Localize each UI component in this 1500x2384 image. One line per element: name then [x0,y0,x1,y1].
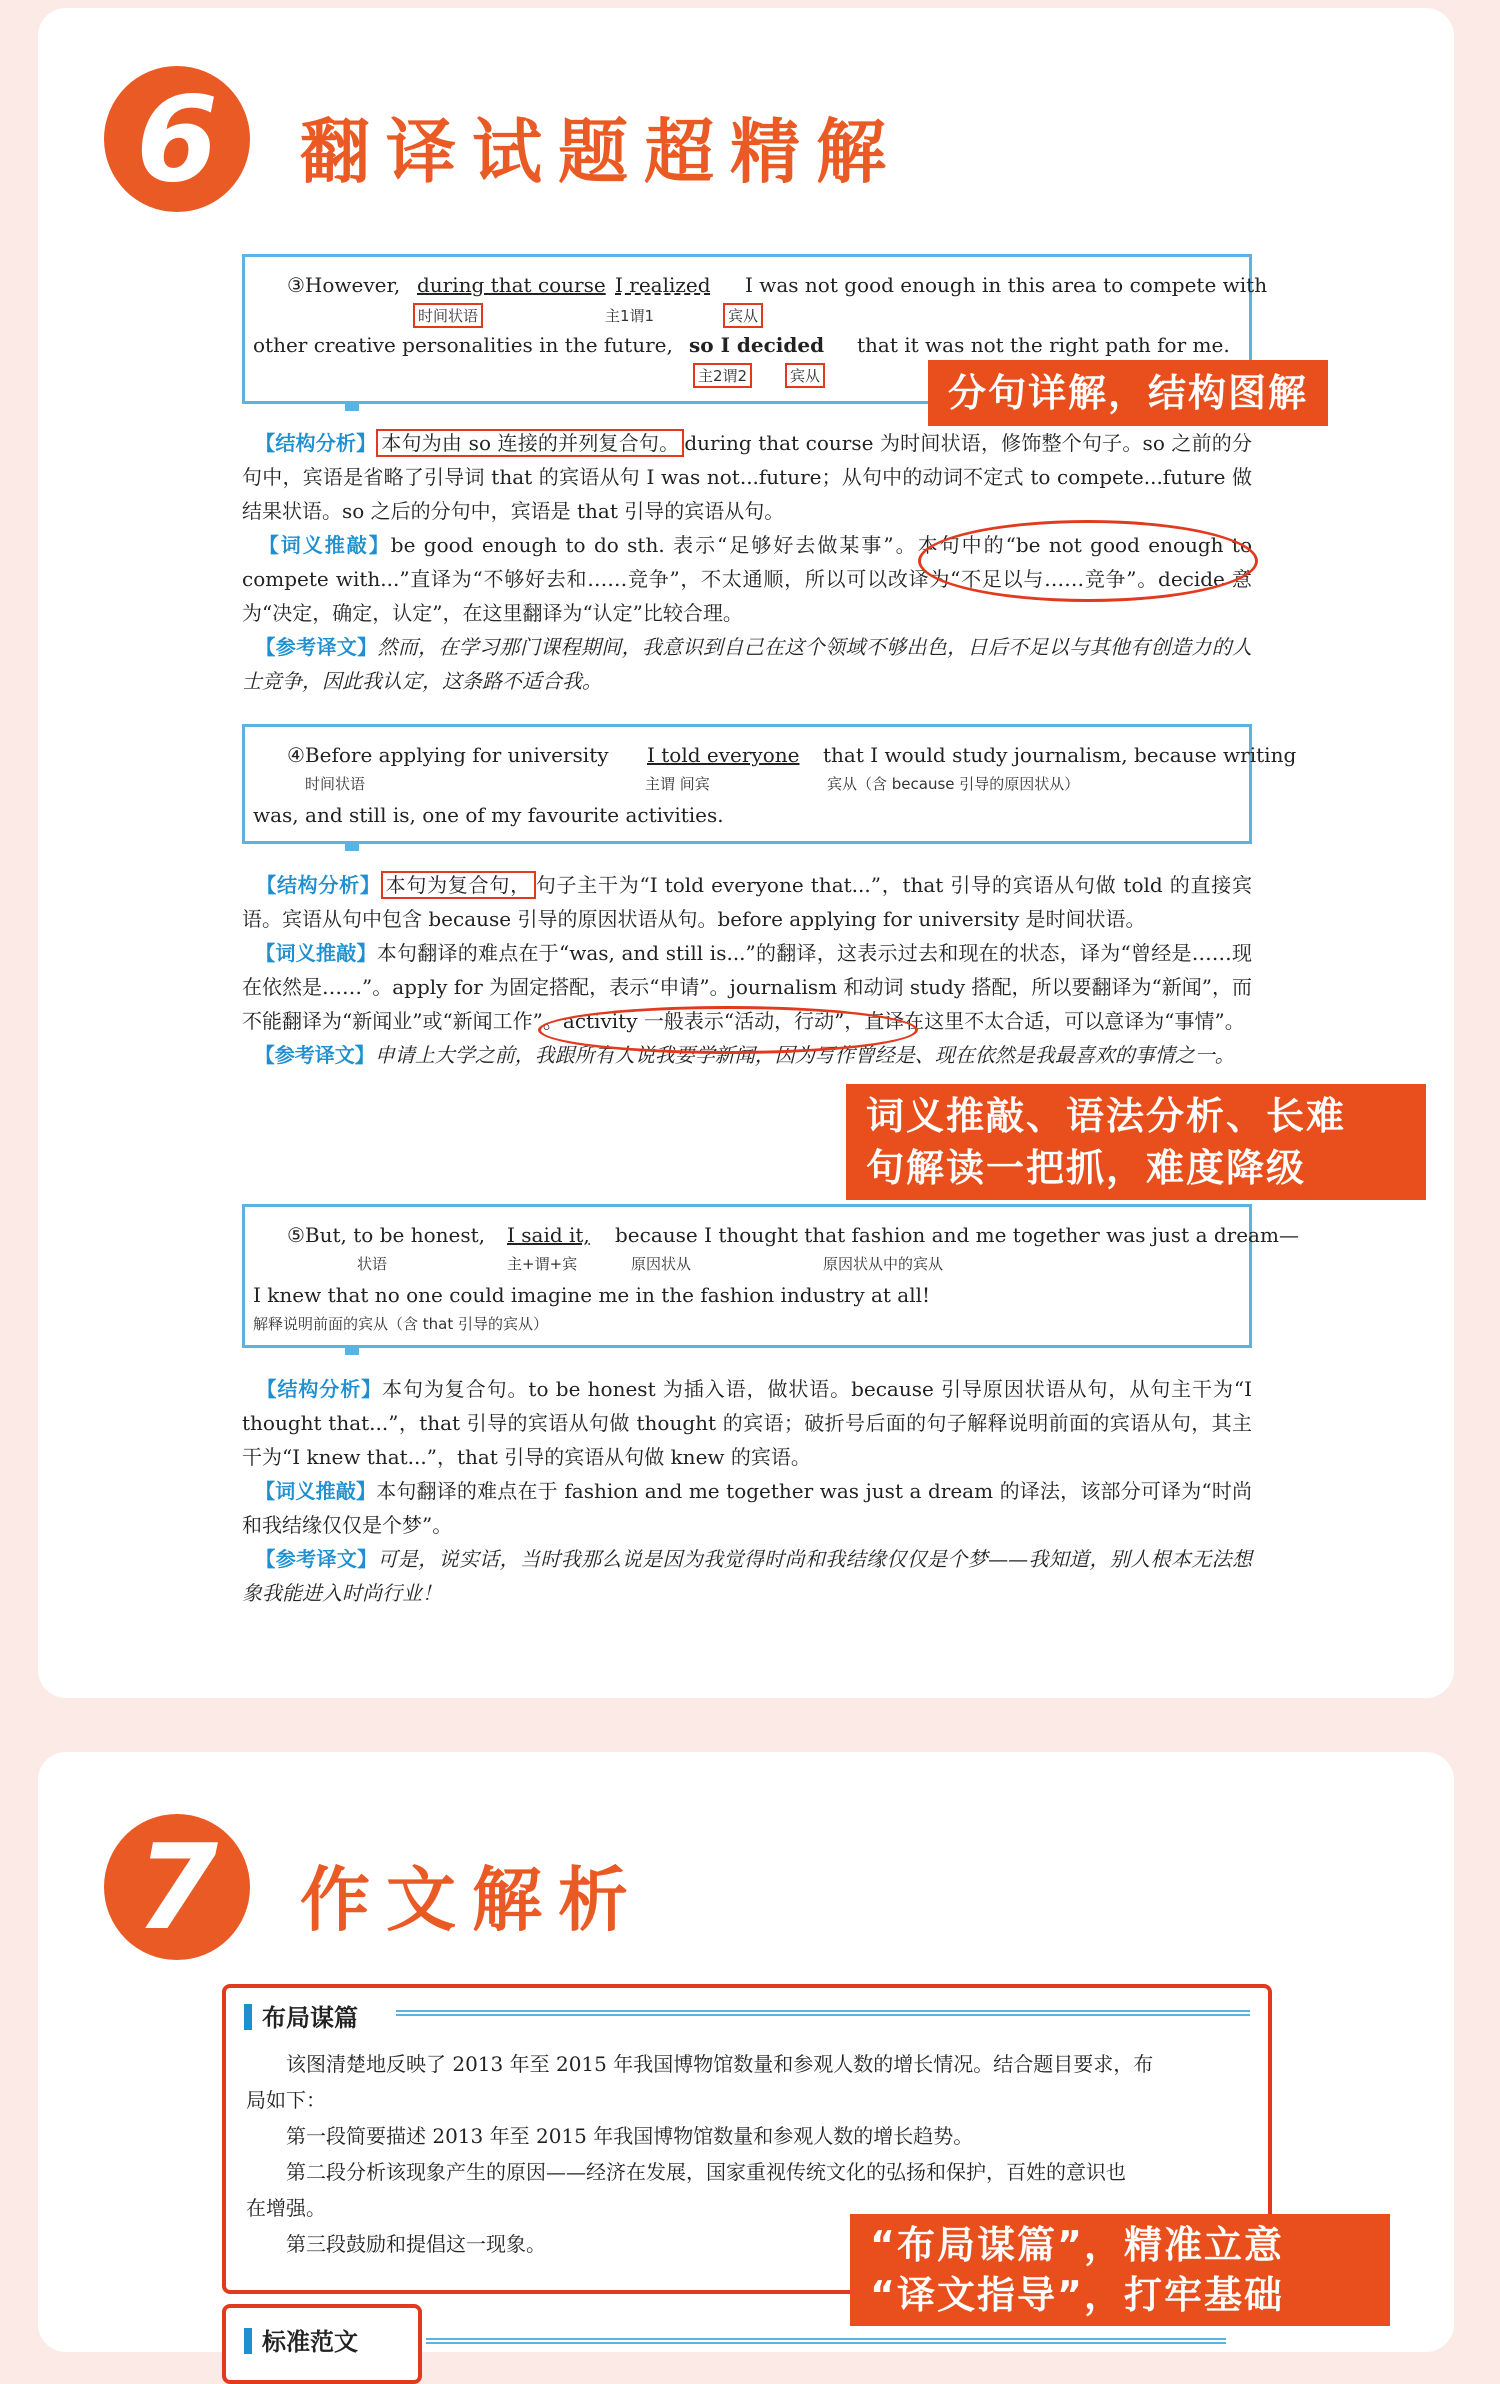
s3-ellipse-mark [918,520,1258,602]
sentence-4-box [242,724,1297,844]
callout-grammar-line2: 句解读一把抓，难度降级 [866,1146,1307,1190]
plan-line-2: 局如下： [246,2088,326,2112]
tag-wording: 【词义推敲】 [255,941,377,965]
tag-structure: 【结构分析】 [255,431,377,455]
tag-reference: 【参考译文】 [255,1547,378,1571]
callout-sentence-analysis: 分句详解，结构图解 [928,360,1328,426]
plan-line-5: 在增强。 [246,2196,326,2220]
layout-plan-title: 布局谋篇 [244,1998,358,2033]
s4-label-obj: 宾从（含 because 引导的原因状从） [827,775,1080,793]
s4-part-b: I told everyone [647,743,800,767]
s5-reference-text: 可是，说实话，当时我那么说是因为我觉得时尚和我结缘仅仅是个梦——我知道，别人根本无法想象我能进入时尚行业！ [242,1547,1253,1605]
section-6-card [38,8,1454,1698]
s5-label-reason: 原因状从 [631,1255,692,1273]
s4-structure-text: 句子主干为“I told everyone that...”，that 引导的宾语从句做 told 的直接宾语。宾语从句中包含 because 引导的原因状语从句。before applying for university 是时间状语。 [242,873,1253,931]
callout-layout-line1: “布局谋篇”，精准立意 [870,2223,1284,2267]
plan-line-6: 第三段鼓励和提倡这一现象。 [286,2232,546,2256]
section-number-badge: 6 [104,66,250,212]
tag-reference: 【参考译文】 [254,1043,375,1067]
s3-part-b: during that course [417,273,606,297]
tag-reference: 【参考译文】 [255,635,378,659]
s5-label-obj: 原因状从中的宾从 [823,1255,944,1273]
s5-wording-text: 本句翻译的难点在于 fashion and me together was just a dream 的译法，该部分可译为“时尚和我结缘仅仅是个梦”。 [242,1479,1253,1537]
s3-structure-text: during that course 为时间状语，修饰整个句子。so 之前的分句中，宾语是省略了引导词 that 的宾语从句 I was not...future；从句中的动词不定式 to compete...future 做结果状语。so 之后的分句中，宾语是 that 引导的宾语从句。 [242,431,1253,523]
title-rule [396,2010,1250,2016]
s3-reference-text: 然而，在学习那门课程期间，我意识到自己在这个领域不够出色，日后不足以与其他有创造力的人士竞争，因此我认定，这条路不适合我。 [242,635,1253,693]
section-title: 作文解析 [300,1859,644,1941]
tag-wording: 【词义推敲】 [255,1479,377,1503]
model-essay-box [222,2304,422,2384]
s5-part-a: ⑤But, to be honest, [287,1223,485,1247]
s5-label-adv: 状语 [357,1255,388,1273]
s4-highlight: 本句为复合句， [381,871,536,899]
s5-structure-text: 本句为复合句。to be honest 为插入语，做状语。because 引导原因状语从句，从句主干为“I thought that...”，that 引导的宾语从句做 thought 的宾语；破折号后面的句子解释说明前面的宾语从句，其主干为“I knew that...”，that 引导的宾语从句做 knew 的宾语。 [242,1377,1253,1469]
plan-line-3: 第一段简要描述 2013 年至 2015 年我国博物馆数量和参观人数的增长趋势。 [286,2124,974,2148]
s5-label-sv: 主+谓+宾 [507,1255,578,1273]
s4-line2: was, and still is, one of my favourite activities. [253,803,724,827]
s3-label-sv2: 主2谓2 [693,363,752,388]
s4-part-c: that I would study journalism, because writing [823,743,1297,767]
s5-analysis [242,1372,1252,1610]
s3-part-a: ③However, [287,273,401,297]
model-essay-title: 标准范文 [244,2322,358,2357]
model-essay-rule [426,2338,1226,2344]
s4-wording-text: 本句翻译的难点在于“was, and still is...”的翻译，这表示过去和现在的状态，译为“曾经是……现在依然是……”。apply for 为固定搭配，表示“申请”。journalism 和动词 study 搭配，所以要翻译为“新闻”，而不能翻译为“新闻业”或“新闻工作”。activity 一般表示“活动，行动”，直译在这里不太合适，可以意译为“事情”。 [242,941,1252,1033]
s3-line2-a: other creative personalities in the future, [253,333,673,357]
s3-part-c: I realized [615,273,711,297]
s3-part-d: I was not good enough in this area to compete with [745,273,1268,297]
s3-label-obj: 宾从 [723,303,763,328]
section-7-card [38,1752,1454,2356]
plan-line-4: 第二段分析该现象产生的原因——经济在发展，国家重视传统文化的弘扬和保护，百姓的意识也 [286,2160,1126,2184]
tag-structure: 【结构分析】 [256,873,381,897]
s4-ellipse-mark [538,1006,918,1054]
sentence-5-box [242,1204,1299,1348]
s3-wording-text: be good enough to do sth. 表示“足够好去做某事”。本句中的“be not good enough to compete with...”直译为“不够好去和……竞争”，不太通顺，所以可以改译为“不足以与……竞争”。decide 意为“决定，确定，认定”，在这里翻译为“认定”比较合理。 [242,533,1253,625]
s4-part-a: ④Before applying for university [287,743,609,767]
s3-label-time: 时间状语 [413,303,483,328]
tag-structure: 【结构分析】 [256,1377,383,1401]
s3-line2-b: so I decided [689,333,825,357]
s5-label-line2: 解释说明前面的宾从（含 that 引导的宾从） [253,1315,548,1333]
s4-label-time: 时间状语 [305,775,366,793]
callout-layout [850,2214,1390,2326]
s3-label-obj2: 宾从 [785,363,825,388]
s3-line2-c: that it was not the right path for me. [857,333,1230,357]
s3-label-sv1: 主1谓1 [605,307,655,325]
s3-highlight: 本句为由 so 连接的并列复合句。 [376,429,684,457]
callout-grammar [846,1084,1426,1200]
section-number-badge: 7 [104,1814,250,1960]
s4-reference-text: 申请上大学之前，我跟所有人说我要学新闻，因为写作曾经是、现在依然是我最喜欢的事情之一。 [374,1043,1235,1067]
callout-grammar-line1: 词义推敲、语法分析、长难 [866,1094,1347,1138]
s5-part-b: I said it, [507,1223,590,1247]
section-title: 翻译试题超精解 [300,111,902,193]
s5-part-c: because I thought that fashion and me together was just a dream— [615,1223,1299,1247]
callout-layout-line2: “译文指导”，打牢基础 [870,2273,1284,2317]
s4-label-sv: 主谓 间宾 [645,775,710,793]
plan-line-1: 该图清楚地反映了 2013 年至 2015 年我国博物馆数量和参观人数的增长情况。结合题目要求，布 [286,2052,1154,2076]
s5-line2: I knew that no one could imagine me in the fashion industry at all! [253,1283,931,1307]
tag-wording: 【词义推敲】 [258,533,391,557]
